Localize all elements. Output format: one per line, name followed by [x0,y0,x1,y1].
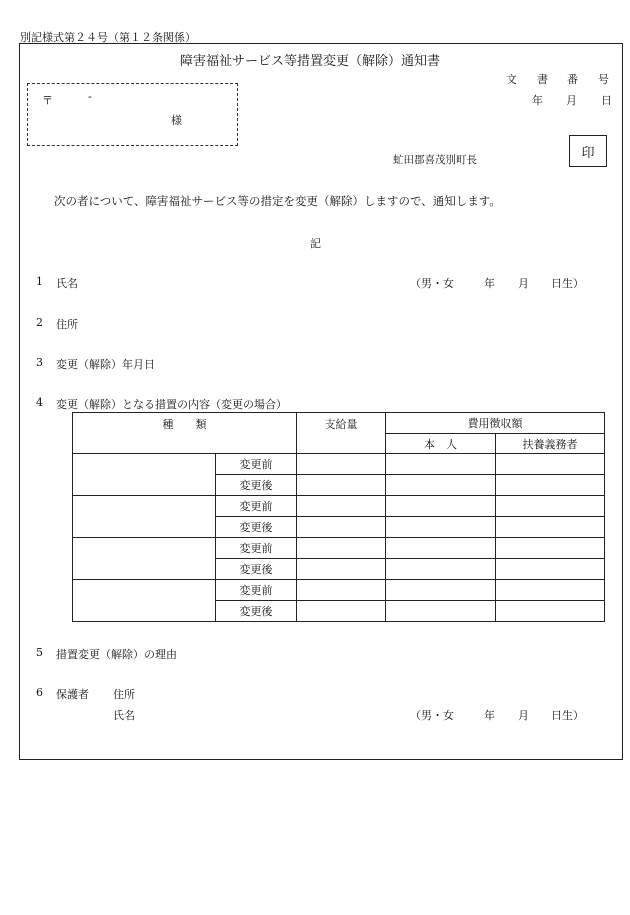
self-fee-cell [386,559,496,580]
doc-number-char-3: 番 [567,73,578,86]
item-6-year: 年 [484,709,495,722]
seal-label: 印 [581,145,595,161]
item-5-number: 5 [36,646,43,659]
header-type: 種 類 [73,413,297,454]
item-6-label: 保護者 [56,688,89,701]
date-day: 日 [601,94,612,107]
item-1-label: 氏名 [56,277,78,290]
address-box [27,83,238,146]
item-1-number: 1 [36,275,43,288]
supporter-fee-cell [496,496,605,517]
item-4-number: 4 [36,396,43,409]
page-title: 障害福祉サービス等措置変更（解除）通知書 [180,54,441,69]
amount-cell [297,601,386,622]
item-5-label: 措置変更（解除）の理由 [56,648,177,661]
amount-cell [297,517,386,538]
honorific: 様 [171,114,182,127]
date-month: 月 [566,94,577,107]
supporter-fee-cell [496,475,605,496]
item-6-number: 6 [36,686,43,699]
item-2-label: 住所 [56,318,78,331]
amount-cell [297,538,386,559]
measure-table [72,412,605,622]
item-1-day: 日生） [551,277,584,290]
supporter-fee-cell [496,559,605,580]
seal-box [569,135,607,167]
before-label: 変更前 [216,538,297,559]
self-fee-cell [386,454,496,475]
doc-number-char-1: 文 [506,73,517,86]
item-1-gender: （男・女 [410,277,454,290]
self-fee-cell [386,538,496,559]
after-label: 変更後 [216,601,297,622]
type-cell-2 [73,496,216,538]
self-fee-cell [386,580,496,601]
supporter-fee-cell [496,601,605,622]
header-amount: 支給量 [297,413,386,454]
doc-number-char-2: 書 [537,73,548,86]
supporter-fee-cell [496,538,605,559]
ki-label: 記 [310,237,321,250]
item-3-number: 3 [36,356,43,369]
item-6-address: 住所 [113,688,135,701]
after-label: 変更後 [216,475,297,496]
amount-cell [297,475,386,496]
issuer-name: 虻田郡喜茂別町長 [393,154,477,166]
item-6-name: 氏名 [113,709,135,722]
item-2-number: 2 [36,316,43,329]
self-fee-cell [386,601,496,622]
item-1-year: 年 [484,277,495,290]
amount-cell [297,496,386,517]
amount-cell [297,580,386,601]
date-year: 年 [532,94,543,107]
supporter-fee-cell [496,517,605,538]
header-fee: 費用徴収額 [386,413,605,434]
item-6-day: 日生） [551,709,584,722]
type-cell-1 [73,454,216,496]
item-4-label: 変更（解除）となる措置の内容（変更の場合） [56,398,287,411]
self-fee-cell [386,496,496,517]
doc-number-char-4: 号 [598,73,609,86]
item-6-gender: （男・女 [410,709,454,722]
self-fee-cell [386,475,496,496]
self-fee-cell [386,517,496,538]
type-cell-4 [73,580,216,622]
supporter-fee-cell [496,454,605,475]
type-cell-3 [73,538,216,580]
item-1-month: 月 [518,277,529,290]
item-3-label: 変更（解除）年月日 [56,358,155,371]
before-label: 変更前 [216,454,297,475]
before-label: 変更前 [216,496,297,517]
before-label: 変更前 [216,580,297,601]
form-number: 別記様式第２４号（第１２条関係） [20,31,196,44]
postal-hyphen: - [88,90,92,103]
supporter-fee-cell [496,580,605,601]
amount-cell [297,559,386,580]
after-label: 変更後 [216,559,297,580]
item-6-month: 月 [518,709,529,722]
intro-text: 次の者について、障害福祉サービス等の措定を変更（解除）しますので、通知します。 [54,194,501,208]
after-label: 変更後 [216,517,297,538]
amount-cell [297,454,386,475]
postal-mark: 〒 [42,94,53,107]
header-self: 本 人 [386,434,496,454]
header-supporter: 扶養義務者 [496,434,605,454]
